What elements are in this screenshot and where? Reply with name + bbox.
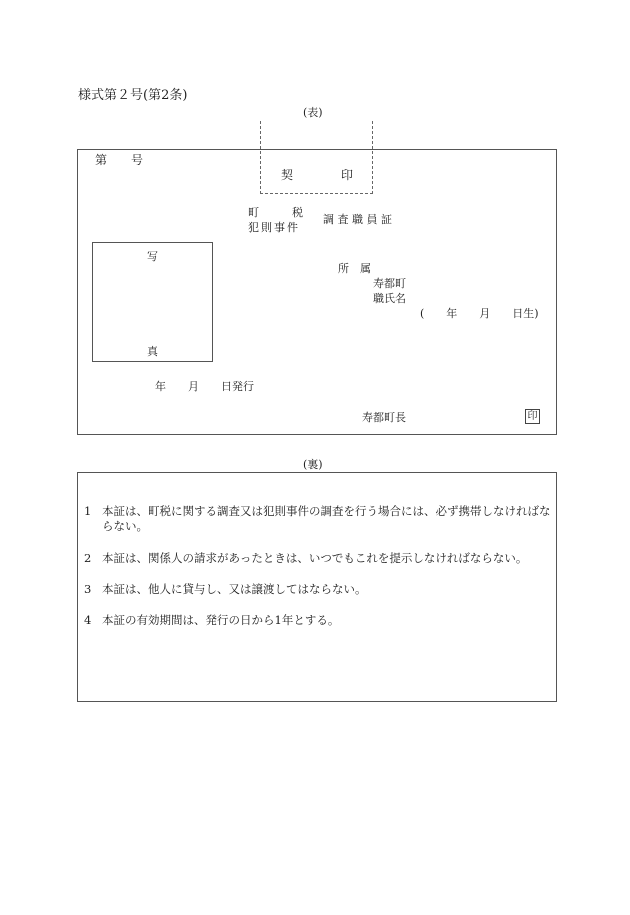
keiin-left-char: 契 [281,168,294,182]
note-item: 4 本証の有効期間は、発行の日から1年とする。 [84,613,340,627]
seal-icon: 印 [525,409,540,424]
back-card [77,472,557,702]
town-name: 寿都町 [373,277,406,290]
issue-date: 年 月 日発行 [155,380,254,393]
keiin-right-char: 印 [341,168,354,182]
note-item: 1 本証は、町税に関する調査又は犯則事件の調査を行う場合には、必ず携帯しなければならない。 [84,504,551,533]
form-title: 様式第２号(第2条) [78,88,188,103]
card-title: 調 査 職 員 証 [323,213,392,226]
title-line-1: 町 税 [248,206,303,219]
back-side-label: (裏) [303,458,323,471]
affiliation-label: 所 属 [338,262,371,275]
photo-label-top: 写 [147,250,158,263]
keiin-seal-area [260,121,373,194]
note-item: 2 本証は、関係人の請求があったときは、いつでもこれを提示しなければならない。 [84,551,528,565]
title-line-2: 犯則事件 [248,221,300,234]
birth-date-field: ( 年 月 日生) [420,307,539,320]
position-name-label: 職氏名 [373,292,406,305]
number-label: 第 号 [95,153,144,167]
front-side-label: (表) [303,106,323,119]
note-item: 3 本証は、他人に貸与し、又は譲渡してはならない。 [84,582,367,596]
photo-label-bottom: 真 [147,345,158,358]
issuer-name: 寿都町長 [362,411,406,424]
